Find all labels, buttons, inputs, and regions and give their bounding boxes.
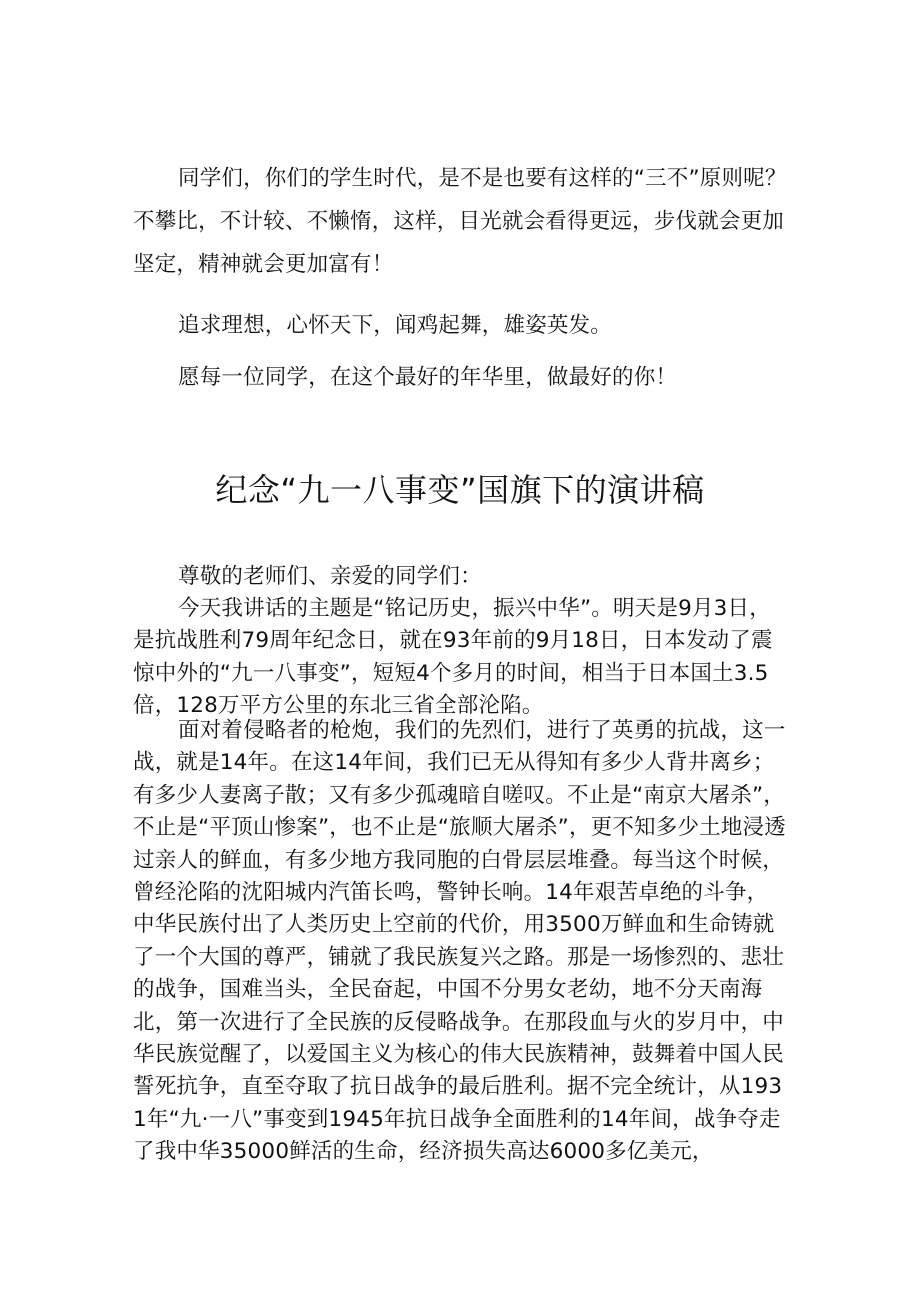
intro-paragraph-2: 追求理想，心怀天下，闻鸡起舞，雄姿英发。 — [178, 313, 613, 338]
speech-paragraph-1: 今天我讲话的主题是“铭记历史，振兴中华”。明天是9月3日，是抗战胜利79周年纪念日，就在93年前的9月18日，日本发动了震惊中外的“九一八事变”，短短4个多月的时间，相当于日本国土3.5倍，128万平方公里的东北三省全部沦陷。 — [133, 596, 773, 719]
speech-salutation: 尊敬的老师们、亲爱的同学们： — [178, 564, 482, 589]
intro-paragraph-3: 愿每一位同学，在这个最好的年华里，做最好的你！ — [178, 365, 678, 390]
speech-paragraph-2: 面对着侵略者的枪炮，我们的先烈们，进行了英勇的抗战，这一战，就是14年。在这14年间，我们已无从得知有多少人背井离乡；有多少人妻离子散；又有多少孤魂暗自嗟叹。不止是“南京大屠杀”，不止是“平顶山惨案”，也不止是“旅顺大屠杀”，更不知多少土地浸透过亲人的鲜血，有多少地方我同胞的白骨层层堆叠。每当这个时候，曾经沦陷的沈阳城内汽笛长鸣，警钟长响。14年艰苦卓绝的斗争，中华民族付出了人类历史上空前的代价，用3500万鲜血和生命铸就了一个大国的尊严，铺就了我民族复兴之路。那是一场惨烈的、悲壮的战争，国难当头，全民奋起，中国不分男女老幼，地不分天南海北，第一次进行了全民族的反侵略战争。在那段血与火的岁月中，中华民族觉醒了，以爱国主义为核心的伟大民族精神，鼓舞着中国人民誓死抗争，直至夺取了抗日战争的最后胜利。据不完全统计，从1931年“九·一八”事变到1945年抗日战争全面胜利的14年间，战争夺走了我中华35000鲜活的生命，经济损失高达6000多亿美元， — [133, 718, 786, 1165]
intro-paragraph-1: 同学们，你们的学生时代，是不是也要有这样的“三不”原则呢？不攀比，不计较、不懒惰，这样，目光就会看得更远，步伐就会更加坚定，精神就会更加富有！ — [133, 166, 787, 277]
speech-title: 纪念“九一八事变”国旗下的演讲稿 — [215, 471, 705, 509]
